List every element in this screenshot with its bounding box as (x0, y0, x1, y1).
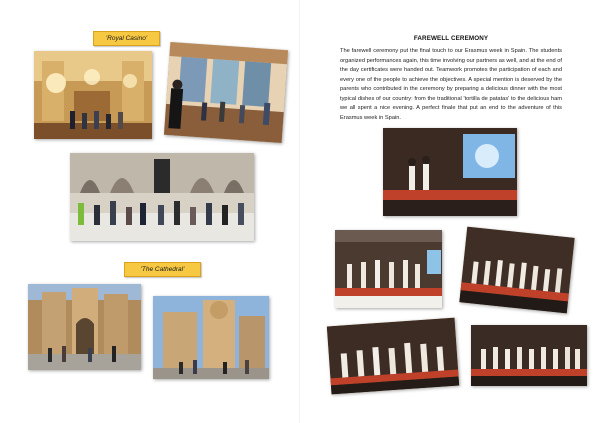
farewell-ceremony-title: FAREWELL CEREMONY (413, 35, 489, 42)
dance-performance-photo-4 (471, 325, 587, 386)
royal-casino-label: 'Royal Casino' (93, 31, 160, 46)
dance-performance-photo-3 (327, 318, 459, 395)
royal-casino-group-photo (164, 42, 288, 143)
dance-performance-photo-1 (335, 230, 442, 308)
cathedral-label: 'The Cathedral' (124, 262, 201, 277)
dance-performance-photo-2 (459, 227, 574, 314)
farewell-ceremony-paragraph: The farewell ceremony put the final touch to our Erasmus week in Spain. The students organized performances again, this time involving our partners as well, and at the end of the day certificates were handed out. Teamwork promotes the participation of each and every one of the people to achieve the objectives. A special mention is deserved by the parents who contributed in the ceremony by preparing a delicious dinner with the most typical dishes of our country: from the traditional 'tortilla de patatas' to the delicious ham we all spent a nice evening. A perfect finale that put an end to the adventure of this Erasmus week in Spain. (340, 48, 562, 121)
page-divider (299, 0, 300, 423)
cathedral-facade-photo (28, 284, 141, 370)
ceremony-stage-projector-photo (383, 128, 517, 216)
royal-casino-hall-photo (34, 51, 152, 139)
moorish-courtyard-photo (70, 153, 254, 241)
cathedral-side-photo (153, 296, 269, 379)
